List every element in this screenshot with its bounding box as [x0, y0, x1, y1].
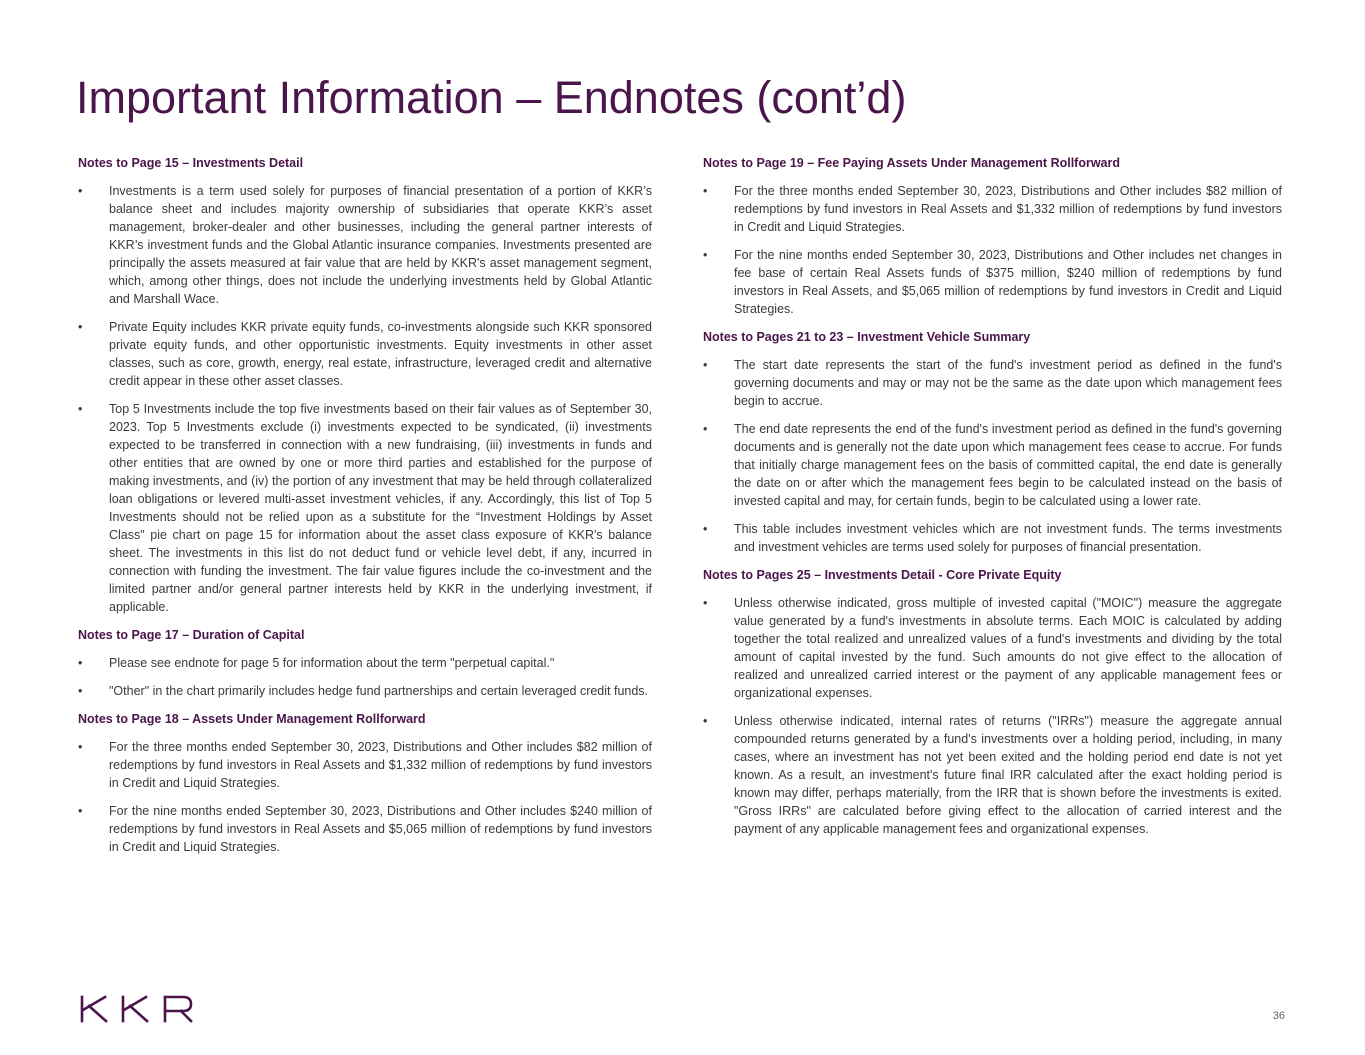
bullet-icon: •	[78, 402, 83, 416]
section-heading: Notes to Page 18 – Assets Under Management Rollforward	[78, 712, 426, 726]
list-item	[703, 182, 1282, 236]
bullet-icon: •	[703, 596, 708, 610]
bullet-icon: •	[703, 714, 708, 728]
list-item	[703, 420, 1282, 510]
list-item	[78, 682, 652, 700]
bullet-list	[78, 738, 652, 856]
bullet-icon: •	[78, 656, 83, 670]
bullet-icon: •	[703, 358, 708, 372]
list-item-text: The start date represents the start of the fund's investment period as defined in the fund's governing documents and may or may not be the same as the date upon which management fees begin to accrue.	[734, 358, 1282, 408]
section-notes-page-18	[78, 710, 652, 856]
section-notes-page-19	[703, 154, 1282, 318]
section-notes-page-25	[703, 566, 1282, 838]
bullet-icon: •	[703, 184, 708, 198]
list-item	[703, 356, 1282, 410]
bullet-list	[703, 182, 1282, 318]
bullet-icon: •	[78, 320, 83, 334]
bullet-icon: •	[703, 422, 708, 436]
bullet-list	[703, 356, 1282, 556]
list-item-text: Please see endnote for page 5 for information about the term "perpetual capital."	[109, 656, 555, 670]
bullet-icon: •	[78, 684, 83, 698]
section-heading: Notes to Page 15 – Investments Detail	[78, 156, 304, 170]
list-item	[78, 738, 652, 792]
section-notes-pages-21-23	[703, 328, 1282, 556]
bullet-icon: •	[78, 740, 83, 754]
list-item-text: Investments is a term used solely for purposes of financial presentation of a portion of KKR’s balance sheet and includes majority ownership of subsidiaries that operate KKR’s asset management, broker-dealer and other businesses, including the general partner interests of KKR’s investment funds and the Global Atlantic insurance companies. Investments presented are principally the assets measured at fair value that are held by KKR's asset management segment, which, among other things, does not include the underlying investments held by Global Atlantic and Marshall Wace.	[109, 184, 652, 306]
list-item-text: Private Equity includes KKR private equity funds, co-investments alongside such KKR sponsored private equity funds, and other opportunistic investments. Equity investments in other asset classes, such as core, growth, energy, real estate, infrastructure, leveraged credit and alternative credit appear in these other asset classes.	[109, 320, 652, 388]
bullet-icon: •	[703, 522, 708, 536]
list-item-text: Top 5 Investments include the top five investments based on their fair values as of September 30, 2023. Top 5 Investments exclude (i) investments expected to be syndicated, (ii) investments expected to be transferred in connection with a new fundraising, (iii) investments in funds and other entities that are owned by one or more third parties and established for the purpose of making investments, and (iv) the portion of any investment that may be held through collateralized loan obligations or levered multi-asset investment vehicles, if any. Accordingly, this list of Top 5 Investments should not be relied upon as a substitute for the “Investment Holdings by Asset Class" pie chart on page 15 for information about the asset class exposure of KKR's balance sheet. The investments in this list do not deduct fund or vehicle level debt, if any, incurred in connection with funding the investment. The fair value figures include the co-investment and the limited partner and/or general partner interests held by KKR in the underlying investment, if applicable.	[109, 402, 652, 614]
list-item-text: Unless otherwise indicated, gross multiple of invested capital ("MOIC") measure the aggregate value generated by a fund's investments in absolute terms. Each MOIC is calculated by adding together the total realized and unrealized values of a fund's investments and dividing by the total amount of capital invested by the fund. Such amounts do not give effect to the allocation of realized and unrealized carried interest or the payment of any applicable management fees or organizational expenses.	[734, 596, 1282, 700]
list-item-text: Unless otherwise indicated, internal rates of returns ("IRRs") measure the aggregate annual compounded returns generated by a fund's investments over a holding period, including, in many cases, where an investment has not yet been exited and the holding period end date is not yet known. As a result, an investment's future final IRR calculated after the exact holding period is known may differ, perhaps materially, from the IRR that is shown before the investments is exited. "Gross IRRs" are calculated before giving effect to the allocation of carried interest and the payment of any applicable management fees and organizational expenses.	[734, 714, 1282, 836]
bullet-icon: •	[78, 804, 83, 818]
list-item	[78, 400, 652, 616]
bullet-list	[78, 182, 652, 616]
list-item-text: For the three months ended September 30, 2023, Distributions and Other includes $82 million of redemptions by fund investors in Real Assets and $1,332 million of redemptions by fund investors in Credit and Liquid Strategies.	[734, 184, 1282, 234]
kkr-logo	[79, 994, 195, 1024]
list-item	[703, 594, 1282, 702]
list-item	[703, 712, 1282, 838]
page-title: Important Information – Endnotes (cont’d)	[76, 72, 907, 123]
bullet-icon: •	[78, 184, 83, 198]
section-notes-page-15	[78, 154, 652, 616]
list-item	[78, 654, 652, 672]
section-heading: Notes to Pages 25 – Investments Detail - Core Private Equity	[703, 568, 1062, 582]
left-column	[78, 154, 652, 866]
list-item-text: For the nine months ended September 30, 2023, Distributions and Other includes net changes in fee base of certain Real Assets funds of $375 million, $240 million of redemptions by fund investors in Real Assets, and $5,065 million of redemptions by fund investors in Credit and Liquid Strategies.	[734, 248, 1282, 316]
right-column	[703, 154, 1282, 848]
section-heading: Notes to Pages 21 to 23 – Investment Vehicle Summary	[703, 330, 1031, 344]
list-item	[78, 802, 652, 856]
bullet-icon: •	[703, 248, 708, 262]
page-number: 36	[1272, 1010, 1285, 1022]
list-item	[78, 318, 652, 390]
list-item-text: For the three months ended September 30, 2023, Distributions and Other includes $82 million of redemptions by fund investors in Real Assets and $1,332 million of redemptions by fund investors in Credit and Liquid Strategies.	[109, 740, 652, 790]
list-item	[703, 520, 1282, 556]
list-item-text: This table includes investment vehicles which are not investment funds. The terms investments and investment vehicles are terms used solely for purposes of financial presentation.	[734, 522, 1282, 554]
bullet-list	[78, 654, 652, 700]
list-item-text: The end date represents the end of the fund's investment period as defined in the fund's governing documents and is generally not the date upon which management fees cease to accrue. For funds that initially charge management fees on the basis of committed capital, the end date is generally the date on or after which the management fees begin to be calculated instead on the basis of invested capital and may, for certain funds, begin to be calculated using a lower rate.	[734, 422, 1282, 508]
section-notes-page-17	[78, 626, 652, 700]
bullet-list	[703, 594, 1282, 838]
list-item-text: "Other" in the chart primarily includes hedge fund partnerships and certain leveraged credit funds.	[109, 684, 649, 698]
section-heading: Notes to Page 19 – Fee Paying Assets Under Management Rollforward	[703, 156, 1121, 170]
list-item	[78, 182, 652, 308]
list-item-text: For the nine months ended September 30, 2023, Distributions and Other includes $240 million of redemptions by fund investors in Real Assets and $5,065 million of redemptions by fund investors in Credit and Liquid Strategies.	[109, 804, 652, 854]
section-heading: Notes to Page 17 – Duration of Capital	[78, 628, 305, 642]
list-item	[703, 246, 1282, 318]
